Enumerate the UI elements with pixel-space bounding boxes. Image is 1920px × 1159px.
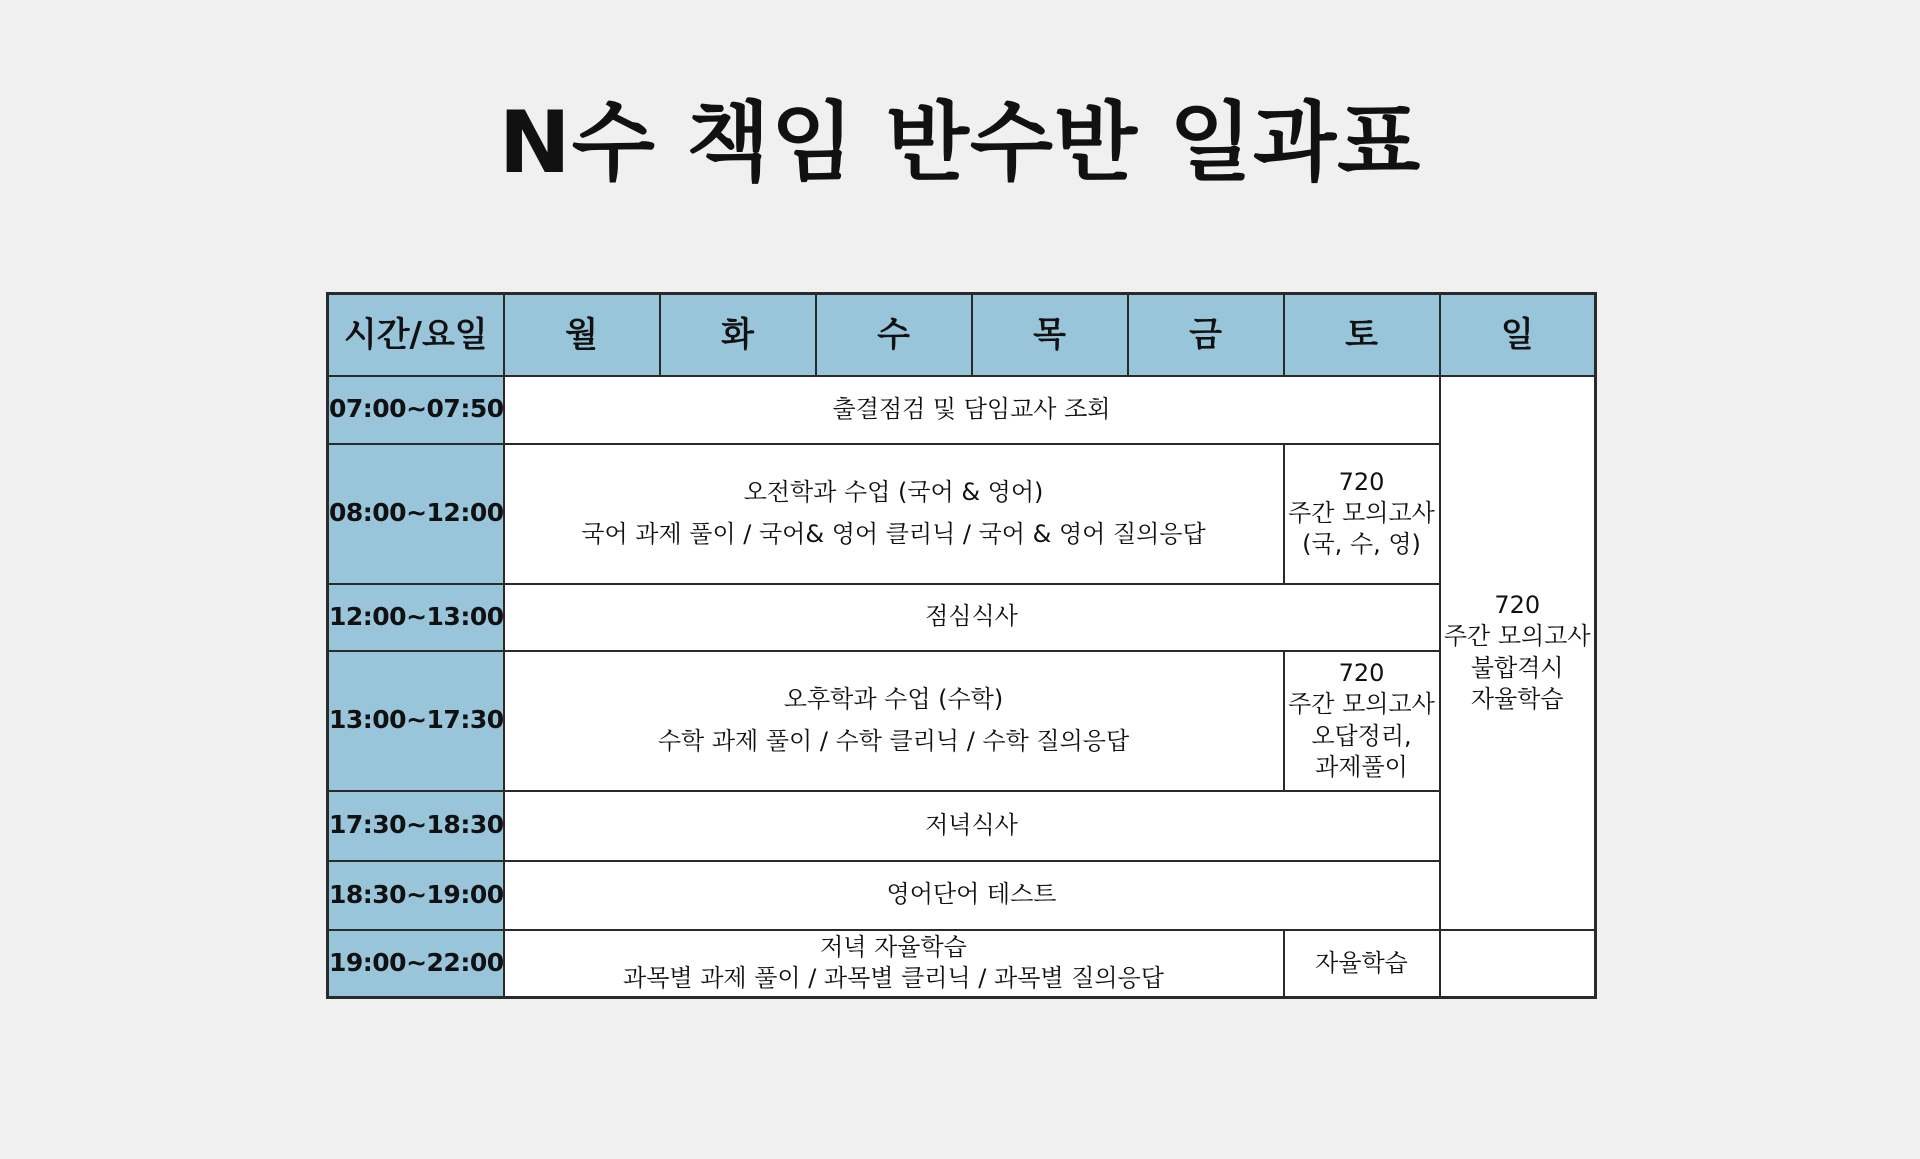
activity-cell xyxy=(504,444,1284,584)
day-header-wed: 수 xyxy=(816,294,972,376)
day-header-mon: 월 xyxy=(504,294,660,376)
day-header-thu: 목 xyxy=(972,294,1128,376)
table-row xyxy=(328,444,1596,584)
table-row xyxy=(328,376,1596,444)
activity-line: 오전학과 수업 (국어 & 영어) xyxy=(743,478,1044,507)
saturday-line: 720 xyxy=(1338,659,1385,688)
day-header-fri: 금 xyxy=(1128,294,1284,376)
sunday-line: 주간 모의고사 xyxy=(1443,622,1591,651)
activity-cell xyxy=(504,930,1284,998)
saturday-line: 과제풀이 xyxy=(1315,752,1408,781)
activity-cell: 저녁식사 xyxy=(504,791,1440,861)
activity-cell: 영어단어 테스트 xyxy=(504,861,1440,930)
sunday-line: 불합격시 xyxy=(1470,653,1564,682)
time-cell: 12:00~13:00 xyxy=(328,584,504,651)
day-header-sun: 일 xyxy=(1440,294,1596,376)
table-row xyxy=(328,930,1596,998)
sunday-line: 자율학습 xyxy=(1470,684,1564,713)
time-cell: 13:00~17:30 xyxy=(328,651,504,791)
day-header-tue: 화 xyxy=(660,294,816,376)
saturday-line: 주간 모의고사 xyxy=(1288,498,1435,527)
page-title: N수 책임 반수반 일과표 xyxy=(498,93,1422,193)
activity-line: 과목별 과제 풀이 / 과목별 클리닉 / 과목별 질의응답 xyxy=(623,964,1164,993)
activity-line: 국어 과제 풀이 / 국어& 영어 클리닉 / 국어 & 영어 질의응답 xyxy=(581,519,1206,548)
table-row xyxy=(328,861,1596,930)
sunday-cell xyxy=(1440,376,1596,930)
sunday-empty-cell xyxy=(1440,930,1596,998)
saturday-cell xyxy=(1284,444,1440,584)
header-row xyxy=(328,294,1596,376)
sunday-line: 720 xyxy=(1494,591,1541,620)
activity-cell xyxy=(504,651,1284,791)
time-cell: 19:00~22:00 xyxy=(328,930,504,998)
activity-cell: 점심식사 xyxy=(504,584,1440,651)
saturday-line: 720 xyxy=(1338,467,1385,496)
time-cell: 07:00~07:50 xyxy=(328,376,504,444)
saturday-cell xyxy=(1284,651,1440,791)
time-cell: 17:30~18:30 xyxy=(328,791,504,861)
header-corner: 시간/요일 xyxy=(328,294,504,376)
saturday-cell: 자율학습 xyxy=(1284,930,1440,998)
table-row xyxy=(328,791,1596,861)
activity-line: 오후학과 수업 (수학) xyxy=(783,685,1004,714)
schedule-table xyxy=(326,292,1597,999)
activity-cell: 출결점검 및 담임교사 조회 xyxy=(504,376,1440,444)
time-cell: 18:30~19:00 xyxy=(328,861,504,930)
saturday-line: (국, 수, 영) xyxy=(1302,530,1421,559)
day-header-sat: 토 xyxy=(1284,294,1440,376)
table-row xyxy=(328,651,1596,791)
saturday-line: 오답정리, xyxy=(1311,721,1412,750)
saturday-line: 주간 모의고사 xyxy=(1288,690,1435,719)
activity-line: 저녁 자율학습 xyxy=(820,933,967,962)
activity-line: 수학 과제 풀이 / 수학 클리닉 / 수학 질의응답 xyxy=(657,726,1130,755)
time-cell: 08:00~12:00 xyxy=(328,444,504,584)
table-row xyxy=(328,584,1596,651)
